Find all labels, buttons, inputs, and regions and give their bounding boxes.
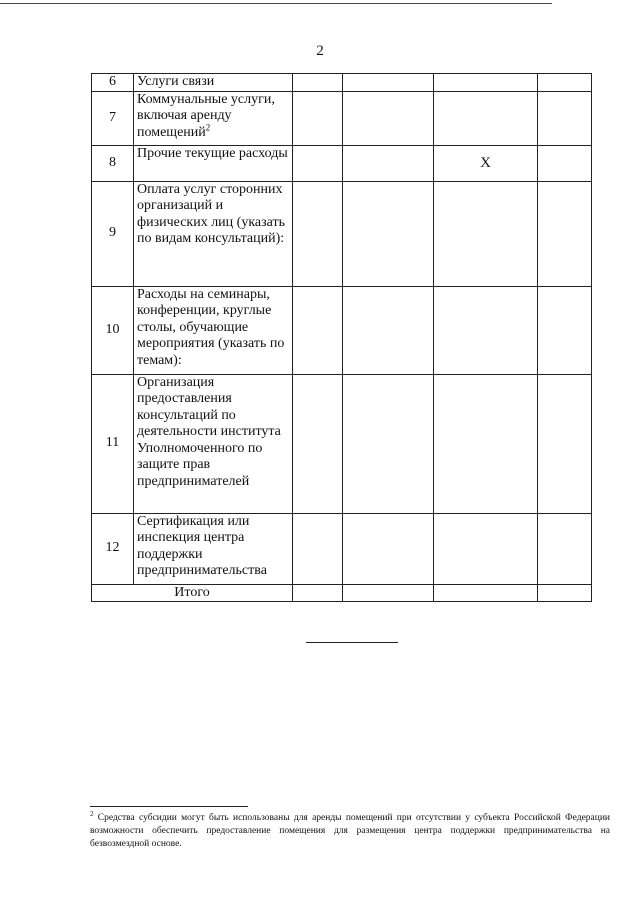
row-number: 7 — [92, 91, 134, 145]
footnote-text: Средства субсидии могут быть использованы для аренды помещений при отсутствии у субъекта Российской Федерации возможности обеспечить предоставление помещения для размещения центра поддержки предпринимательства на безвозмездной основе. — [90, 813, 611, 849]
table-cell — [293, 513, 343, 584]
row-name-cell — [134, 91, 293, 145]
page-number: 2 — [316, 43, 324, 59]
table-row — [92, 513, 592, 584]
table-row — [92, 181, 592, 286]
row-number: 11 — [92, 374, 134, 513]
table-cell — [293, 181, 343, 286]
table-cell — [343, 513, 434, 584]
row-name: Коммунальные услуги, включая аренду помещений — [137, 91, 275, 140]
table-cell — [343, 374, 434, 513]
footnote-rule — [90, 806, 248, 807]
table-cell — [538, 74, 592, 92]
table-cell — [538, 374, 592, 513]
table-cell — [293, 374, 343, 513]
table-row — [92, 74, 592, 92]
table-cell — [538, 181, 592, 286]
table-cell — [343, 286, 434, 374]
table-cell — [434, 513, 538, 584]
table-cell — [293, 74, 343, 92]
table-cell — [434, 91, 538, 145]
table-row — [92, 91, 592, 145]
table-cell — [293, 286, 343, 374]
table-cell — [538, 91, 592, 145]
footnote-marker: 2 — [90, 809, 94, 818]
row-name: Сертификация или инспекция центра поддержки предпринимательства — [134, 513, 293, 584]
row-name: Прочие текущие расходы — [134, 145, 293, 181]
budget-table — [91, 73, 592, 602]
row-name: Услуги связи — [134, 74, 293, 92]
table-cell — [538, 145, 592, 181]
table-cell — [343, 181, 434, 286]
row-number: 8 — [92, 145, 134, 181]
table-cell — [293, 91, 343, 145]
table-cell — [343, 91, 434, 145]
table-cell — [343, 145, 434, 181]
row-name: Оплата услуг сторонних организаций и физических лиц (указать по видам консультаций): — [134, 181, 293, 286]
table-row — [92, 286, 592, 374]
table-cell — [538, 584, 592, 601]
table-row — [92, 145, 592, 181]
table-cell — [538, 513, 592, 584]
row-name: Организация предоставления консультаций по деятельности института Уполномоченного по защите прав предпринимателей — [134, 374, 293, 513]
separator-line — [306, 642, 398, 643]
table-cell — [343, 74, 434, 92]
footnote-ref: 2 — [205, 121, 211, 132]
row-number: 6 — [92, 74, 134, 92]
row-number: 9 — [92, 181, 134, 286]
row-number: 12 — [92, 513, 134, 584]
footnote — [90, 809, 611, 851]
row-number: 10 — [92, 286, 134, 374]
table-cell — [538, 286, 592, 374]
total-label: Итого — [92, 584, 293, 601]
total-row — [92, 584, 592, 601]
table-cell — [434, 74, 538, 92]
table-cell — [293, 584, 343, 601]
x-mark: X — [434, 145, 538, 181]
table-cell — [434, 374, 538, 513]
table-row — [92, 374, 592, 513]
top-rule — [0, 3, 552, 4]
table-cell — [343, 584, 434, 601]
table-cell — [434, 584, 538, 601]
table-cell — [293, 145, 343, 181]
table-cell — [434, 286, 538, 374]
row-name: Расходы на семинары, конференции, круглые столы, обучающие мероприятия (указать по темам): — [134, 286, 293, 374]
table-cell — [434, 181, 538, 286]
